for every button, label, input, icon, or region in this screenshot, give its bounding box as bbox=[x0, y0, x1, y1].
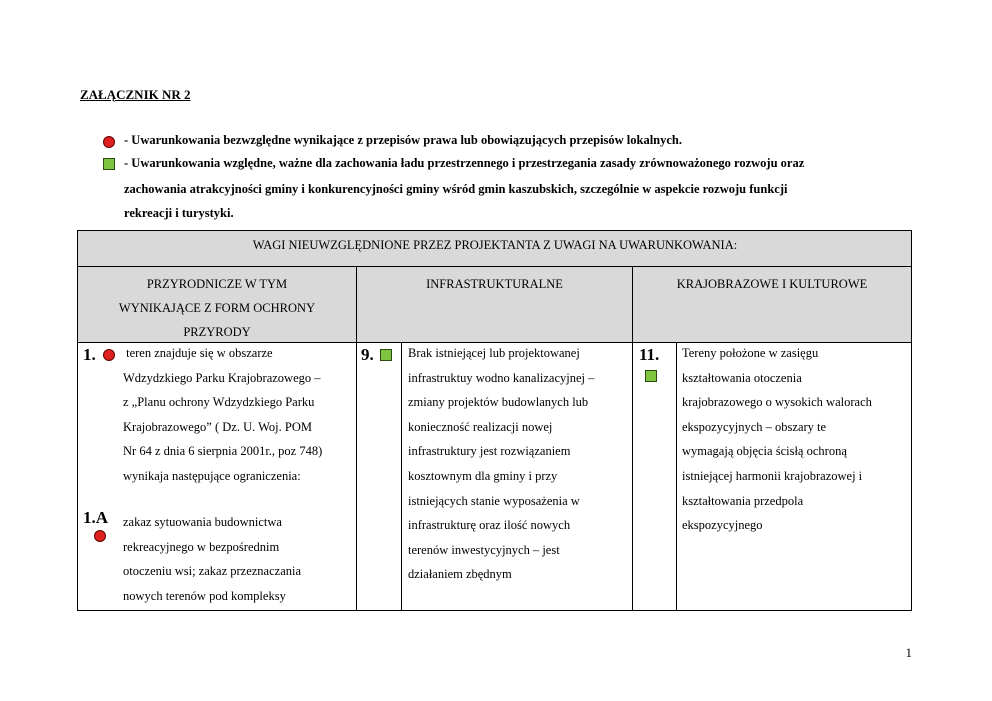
col1-header-line-1: PRZYRODNICZE W TYM bbox=[146, 277, 288, 291]
number-divider-col3 bbox=[676, 342, 677, 611]
col2-text bbox=[408, 341, 630, 587]
col3-header: KRAJOBRAZOWE I KULTUROWE bbox=[676, 277, 868, 291]
col3-line: krajobrazowego o wysokich walorach bbox=[682, 395, 872, 410]
col1-line: Nr 64 z dnia 6 sierpnia 2001r., poz 748) bbox=[123, 444, 323, 459]
red-circle-icon bbox=[103, 136, 115, 148]
legend-red-label: - Uwarunkowania bezwzględne wynikające z przepisów prawa lub obowiązujących przepisów lokalnych. bbox=[124, 133, 682, 147]
page-number: 1 bbox=[905, 645, 912, 660]
document-heading: ZAŁĄCZNIK NR 2 bbox=[80, 87, 191, 102]
col2-line: terenów inwestycyjnych – jest bbox=[408, 542, 560, 557]
legend-green-line-1: - Uwarunkowania względne, ważne dla zachowania ładu przestrzennego i przestrzegania zasady zrównoważonego rozwoju oraz bbox=[124, 156, 805, 170]
item-number-11: 11. bbox=[639, 345, 660, 364]
col2-line: kosztownym dla gminy i przy bbox=[408, 468, 558, 483]
col1-sub-line: nowych terenów pod kompleksy bbox=[123, 588, 286, 603]
col1-sub-text bbox=[123, 510, 355, 608]
green-square-icon bbox=[645, 370, 657, 382]
col3-line: kształtowania otoczenia bbox=[682, 370, 802, 385]
item-number-1a: 1.A bbox=[83, 508, 109, 527]
red-circle-icon bbox=[94, 530, 106, 542]
col2-line: zmiany projektów budowlanych lub bbox=[408, 395, 589, 410]
green-square-icon bbox=[103, 158, 115, 170]
col2-line: konieczność realizacji nowej bbox=[408, 419, 553, 434]
col2-line: infrastruktury jest rozwiązaniem bbox=[408, 444, 571, 459]
col2-header: INFRASTRUKTURALNE bbox=[426, 277, 563, 291]
item-number-1: 1. bbox=[83, 345, 96, 364]
col3-text bbox=[682, 341, 910, 538]
table-border-right bbox=[911, 230, 912, 611]
number-divider-col2 bbox=[401, 342, 402, 611]
col1-line: Krajobrazowego” ( Dz. U. Woj. POM bbox=[123, 419, 312, 434]
col1-line: Wdzydzkiego Parku Krajobrazowego – bbox=[123, 370, 321, 385]
legend-green-line-3: rekreacji i turystyki. bbox=[124, 206, 234, 220]
col2-line: infrastruktuy wodno kanalizacyjnej – bbox=[408, 370, 595, 385]
col1-sub-line: zakaz sytuowania budownictwa bbox=[123, 515, 282, 529]
col2-line: istniejących stanie wyposażenia w bbox=[408, 493, 580, 508]
col3-line: wymagają objęcia ścisłą ochroną bbox=[682, 444, 847, 459]
col2-line: infrastrukturę oraz ilość nowych bbox=[408, 518, 571, 533]
column-divider-1 bbox=[356, 266, 357, 611]
col2-line: działaniem zbędnym bbox=[408, 567, 512, 582]
col1-line: wynikaja następujące ograniczenia: bbox=[123, 468, 301, 483]
col2-line: Brak istniejącej lub projektowanej bbox=[408, 346, 580, 360]
red-circle-icon bbox=[103, 349, 115, 361]
green-square-icon bbox=[380, 349, 392, 361]
col3-line: istniejącej harmonii krajobrazowej i bbox=[682, 468, 863, 483]
col3-line: ekspozycyjnego bbox=[682, 518, 763, 533]
col1-sub-line: rekreacyjnego w bezpośrednim bbox=[123, 539, 280, 554]
column-divider-2 bbox=[632, 266, 633, 611]
table-border-top bbox=[78, 230, 912, 231]
legend-green-line-2: zachowania atrakcyjności gminy i konkurencyjności gminy wśród gmin kaszubskich, szczególnie w aspekcie rozwoju funkcji bbox=[124, 182, 788, 196]
table-title: WAGI NIEUWZGLĘDNIONE PRZEZ PROJEKTANTA Z UWAGI NA UWARUNKOWANIA: bbox=[252, 238, 738, 252]
col1-line: teren znajduje się w obszarze bbox=[123, 346, 273, 360]
col1-header-line-2: WYNIKAJĄCE Z FORM OCHRONY bbox=[118, 301, 316, 315]
col1-line: z „Planu ochrony Wdzydzkiego Parku bbox=[123, 395, 315, 410]
item-number-9: 9. bbox=[361, 345, 374, 364]
col3-line: kształtowania przedpola bbox=[682, 493, 804, 508]
col1-header bbox=[78, 272, 356, 344]
col3-line: ekspozycyjnych – obszary te bbox=[682, 419, 827, 434]
col1-text bbox=[123, 341, 355, 489]
col3-line: Tereny położone w zasięgu bbox=[682, 346, 819, 360]
col1-sub-line: otoczeniu wsi; zakaz przeznaczania bbox=[123, 564, 302, 579]
col1-header-line-3: PRZYRODY bbox=[183, 325, 251, 339]
table-border-bottom bbox=[78, 610, 912, 611]
table-title-divider bbox=[78, 266, 912, 267]
